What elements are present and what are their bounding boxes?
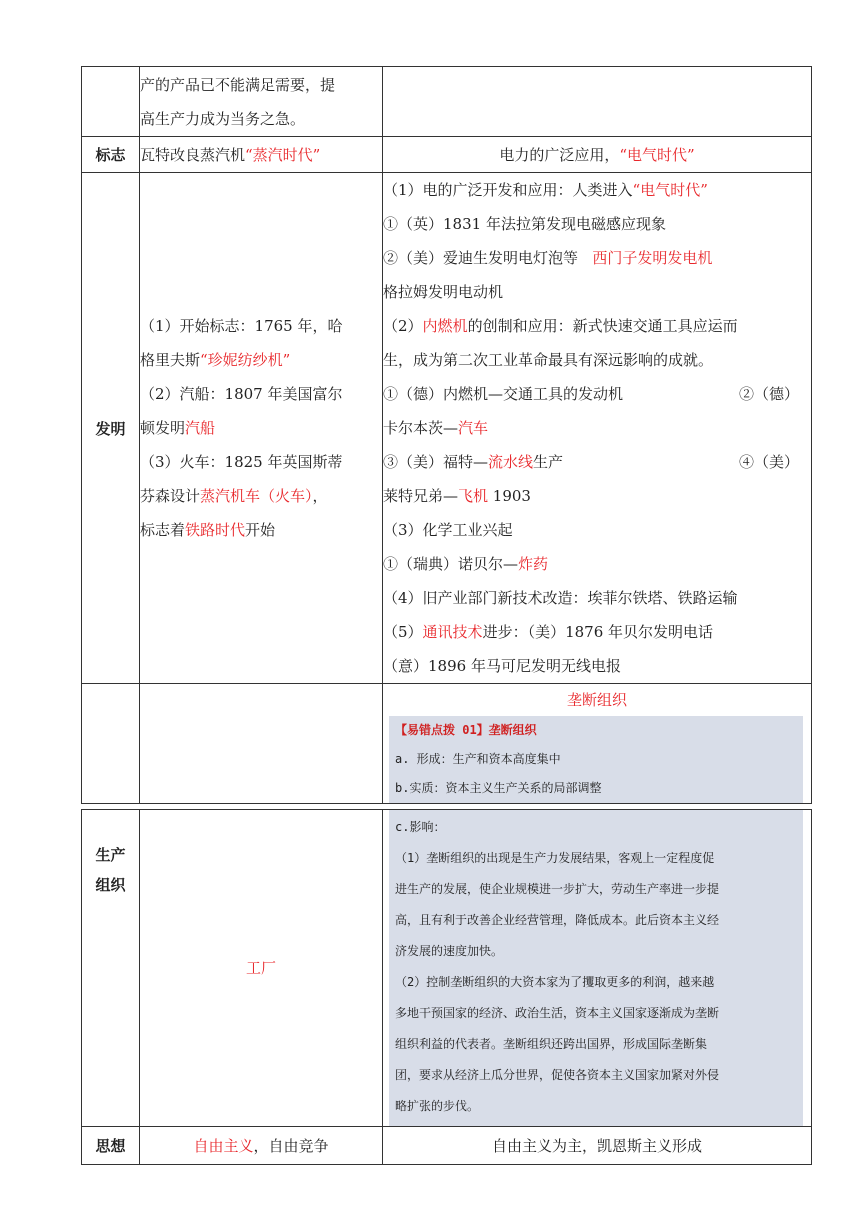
text-line: （3）火车：1825 年英国斯蒂 [140,453,343,471]
note-header: 【易错点拨 01】垄断组织 [395,723,537,737]
highlight-text: 自由主义 [193,1136,254,1155]
monopoly-impact-cell [383,810,812,1127]
thought-first [140,1127,383,1165]
text: 莱特兄弟— [383,487,459,505]
note-line: （2）控制垄断组织的大资本家为了攫取更多的利润，越来越 [395,975,715,989]
text-line [383,309,811,343]
text: （2） [383,317,423,335]
highlight-text: “蒸汽时代” [245,145,321,164]
label-line: 生产 [95,846,126,864]
sign-first-revolution [140,137,383,173]
text: 开始 [245,521,276,539]
text-line [383,241,811,275]
note-line: 略扩张的步伐。 [395,1099,480,1113]
row-production [82,810,812,1127]
text-line: 高生产力成为当务之急。 [140,109,306,128]
text: （5） [383,623,423,641]
row-thought [82,1127,812,1165]
text: 芬森设计 [140,487,201,505]
text: 标志着 [140,521,186,539]
impact-note-box [389,810,803,1126]
text-line [383,479,811,513]
text-line [140,513,382,547]
highlight-text: “珍妮纺纱机” [200,351,291,369]
text: 顿发明 [140,419,186,437]
text: 电力的广泛应用， [499,145,620,164]
text-line: 生，成为第二次工业革命最具有深远影响的成就。 [383,351,714,369]
text: ， [312,487,328,505]
note-line: 进生产的发展，使企业规模进一步扩大，劳动生产率进一步提 [395,882,720,896]
text-line: 产的产品已不能满足需要，提 [140,75,336,94]
highlight-text: 蒸汽机车（火车） [200,487,313,505]
text: ②（美）爱迪生发明电灯泡等 [383,249,579,267]
text-line [383,173,811,207]
note-line: a. 形成：生产和资本高度集中 [395,752,561,766]
text-line [140,343,382,377]
empty-label-cell [82,684,140,804]
monopoly-title: 垄断组织 [566,691,627,709]
highlight-text: 炸药 [518,555,549,573]
background-text [140,67,383,137]
note-line: （1）垄断组织的出现是生产力发展结果，客观上一定程度促 [395,851,715,865]
highlight-text: “电气时代” [619,145,695,164]
text-line: （1）开始标志：1765 年，哈 [140,317,343,335]
factory-cell: 工厂 [140,810,383,1127]
row-monopoly [82,684,812,804]
highlight-text: 汽车 [458,419,489,437]
note-line: c.影响： [395,820,446,834]
text-line [140,479,382,513]
monopoly-cell [383,684,812,804]
highlight-text: 流水线 [488,453,534,471]
text: 格里夫斯 [140,351,201,369]
text-line [383,547,811,581]
highlight-text: 通讯技术 [422,623,483,641]
text-line: （4）旧产业部门新技术改造：埃菲尔铁塔、铁路运输 [383,589,738,607]
text-line: （3）化学工业兴起 [383,521,513,539]
text-line [383,445,811,479]
text: （1）电的广泛开发和应用：人类进入 [383,181,633,199]
highlight-text: 铁路时代 [185,521,246,539]
text-line [383,411,811,445]
text: 卡尔本茨— [383,419,459,437]
empty-cell [140,684,383,804]
text-line [140,411,382,445]
note-line: b.实质：资本主义生产关系的局部调整 [395,781,602,795]
row-background [82,67,812,137]
text: ，自由竞争 [253,1136,329,1155]
text-line: （2）汽船：1807 年美国富尔 [140,385,343,403]
text: ①（瑞典）诺贝尔— [383,555,519,573]
empty-cell [383,67,812,137]
text-line: （意）1896 年马可尼发明无线电报 [383,657,621,675]
text: 的创制和应用：新式快速交通工具应运而 [467,317,738,335]
inventions-first [140,173,383,684]
text: 1903 [488,487,531,505]
note-line: 济发展的速度加快。 [395,944,504,958]
thought-second: 自由主义为主，凯恩斯主义形成 [383,1127,812,1165]
row-label-sign: 标志 [82,137,140,173]
highlight-text: “电气时代” [632,181,708,199]
label-line: 组织 [95,876,126,894]
text: ④（美） [738,453,799,471]
text: ②（德） [738,385,799,403]
row-inventions [82,173,812,684]
highlight-text: 飞机 [458,487,489,505]
text-line [383,377,811,411]
note-line: 团，要求从经济上瓜分世界，促使各资本主义国家加紧对外侵 [395,1068,720,1082]
text: ①（德）内燃机—交通工具的发动机 [383,385,624,403]
history-comparison-table [81,66,812,1165]
note-line: 多地干预国家的经济、政治生活，资本主义国家逐渐成为垄断 [395,1006,720,1020]
label-cell-empty [82,67,140,137]
note-line: 高，且有利于改善企业经营管理，降低成本。此后资本主义经 [395,913,720,927]
row-sign [82,137,812,173]
error-note-box [389,716,803,803]
note-line: 组织利益的代表者。垄断组织还跨出国界，形成国际垄断集 [395,1037,708,1051]
row-label-production [82,810,140,1127]
inventions-second [383,173,812,684]
sign-second-revolution [383,137,812,173]
text-line [383,615,811,649]
row-label-inventions: 发明 [82,173,140,684]
text-line: 格拉姆发明电动机 [383,283,504,301]
text: 瓦特改良蒸汽机 [140,145,246,164]
row-label-thought: 思想 [82,1127,140,1165]
text: ③（美）福特— [383,453,489,471]
highlight-text: 汽船 [185,419,216,437]
text: 生产 [533,453,564,471]
text: 进步：（美）1876 年贝尔发明电话 [482,623,714,641]
highlight-text: 内燃机 [422,317,468,335]
highlight-text: 西门子发明发电机 [592,249,713,267]
text-line: ①（英）1831 年法拉第发现电磁感应现象 [383,215,666,233]
